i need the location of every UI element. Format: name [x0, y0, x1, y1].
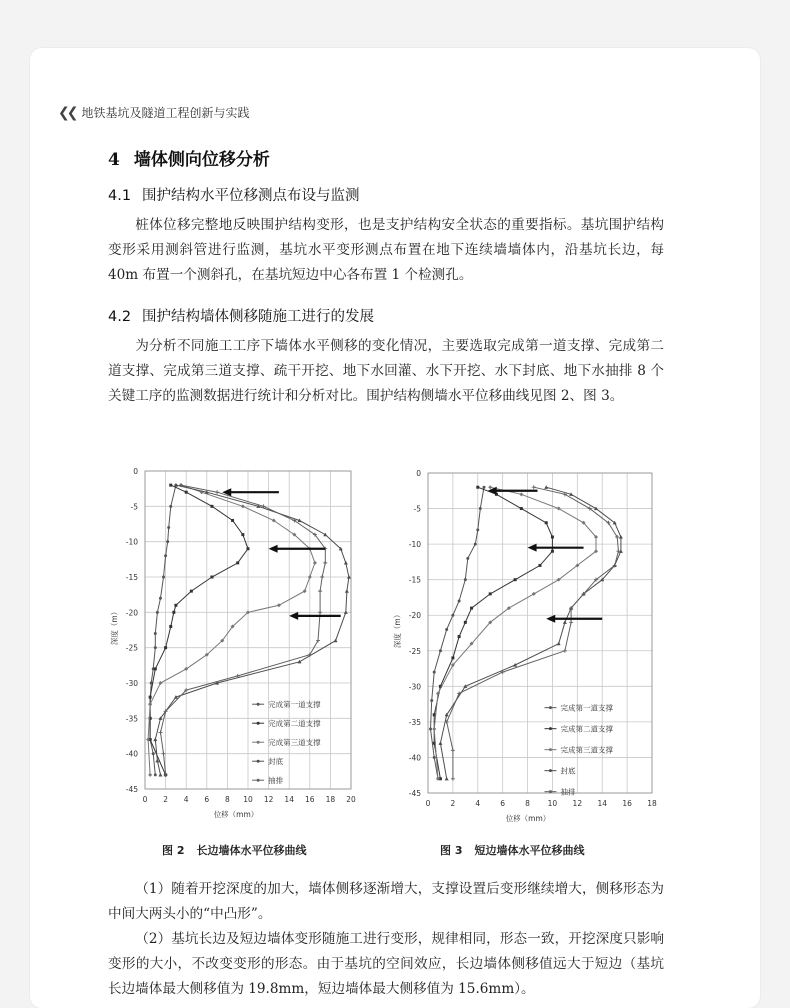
x-tick-label: 16 [305, 795, 315, 804]
x-tick-label: 12 [572, 799, 583, 808]
data-point [466, 557, 469, 560]
data-point [476, 486, 479, 489]
x-tick-label: 4 [475, 799, 481, 808]
subsection-title: 围护结构水平位移测点布设与监测 [142, 188, 360, 204]
y-tick-label: 0 [416, 469, 421, 478]
series-5 [445, 485, 621, 781]
legend-marker [257, 760, 260, 763]
data-point [164, 554, 167, 557]
y-tick-label: -5 [413, 504, 421, 514]
y-tick-label: -15 [408, 575, 421, 585]
data-point [479, 507, 482, 510]
data-point [215, 490, 219, 494]
y-tick-label: -15 [125, 573, 138, 582]
data-point [169, 625, 172, 628]
data-point [158, 681, 162, 685]
double-chevron-left-icon: ❮❮ [58, 104, 76, 121]
legend-marker [257, 741, 260, 744]
x-tick-label: 10 [243, 795, 253, 804]
data-point [439, 649, 442, 652]
y-tick-label: -45 [125, 785, 138, 794]
section-heading [108, 145, 270, 170]
figure-2-caption [162, 842, 306, 858]
data-point [164, 646, 167, 649]
data-point [489, 592, 492, 595]
data-point [539, 564, 542, 567]
data-point [148, 773, 152, 777]
data-point [231, 519, 234, 522]
series-line [440, 487, 621, 779]
data-point [247, 547, 250, 550]
data-point [532, 592, 536, 596]
figure-3-caption [440, 842, 584, 858]
data-point [154, 773, 157, 776]
legend-label: 封底 [268, 757, 284, 767]
series-line [434, 487, 552, 779]
running-head-title: 地铁基坑及隧道工程创新与实践 [81, 106, 250, 120]
series-line [161, 485, 326, 775]
data-point [149, 696, 152, 699]
x-tick-label: 2 [163, 795, 168, 804]
data-point [323, 533, 327, 537]
data-point [520, 507, 523, 510]
legend-label: 完成第三道支撑 [268, 738, 321, 748]
running-head [58, 104, 249, 121]
data-point [210, 505, 213, 508]
arrow-head [269, 545, 278, 553]
data-point [158, 730, 162, 734]
data-point [185, 491, 188, 494]
data-point [162, 752, 166, 756]
data-point [619, 535, 623, 539]
data-point [154, 667, 157, 670]
data-point [451, 614, 454, 617]
data-point [429, 728, 432, 731]
x-tick-label: 0 [142, 795, 148, 804]
legend-marker [549, 748, 552, 751]
series-5 [158, 483, 327, 777]
data-point [430, 699, 433, 702]
data-point [445, 628, 448, 631]
x-axis-label: 位移（mm） [213, 810, 259, 819]
data-point [153, 738, 157, 742]
data-point [313, 561, 317, 565]
series-line [148, 485, 315, 775]
data-point [190, 590, 193, 593]
x-tick-label: 14 [597, 799, 607, 808]
x-tick-label: 8 [225, 795, 230, 804]
chart-short-side [385, 460, 665, 830]
data-point [433, 671, 436, 674]
legend-marker [257, 722, 260, 725]
legend-marker [549, 706, 552, 709]
figure-caption-text: 长边墙体水平位移曲线 [196, 844, 307, 857]
figure-number: 图 2 [162, 844, 185, 857]
legend-label: 完成第三道支撑 [560, 745, 613, 755]
data-point [457, 691, 461, 695]
data-point [488, 485, 492, 489]
series-2 [433, 486, 554, 781]
data-point [545, 521, 548, 524]
data-point [451, 656, 454, 659]
x-tick-label: 16 [622, 799, 632, 808]
x-tick-label: 14 [284, 795, 294, 804]
arrow-head [546, 615, 555, 623]
data-point [464, 621, 467, 624]
data-point [433, 756, 436, 759]
data-point [166, 540, 169, 543]
data-point [303, 589, 307, 593]
plot-frame [428, 473, 652, 793]
x-tick-label: 8 [525, 799, 530, 808]
data-point [551, 536, 554, 539]
data-point [320, 575, 324, 579]
data-point [344, 561, 348, 565]
figure-number: 图 3 [440, 844, 463, 857]
arrow-head [528, 544, 537, 552]
series-line [434, 487, 596, 779]
subsection-heading-4-2 [108, 305, 374, 326]
data-point [277, 603, 281, 607]
legend-label: 完成第二道支撑 [560, 724, 613, 734]
y-tick-label: -20 [125, 608, 138, 618]
series-line [447, 487, 619, 779]
y-tick-label: -10 [125, 537, 138, 547]
y-tick-label: -45 [408, 789, 421, 798]
y-tick-label: -35 [408, 717, 421, 727]
legend-marker [257, 779, 260, 782]
figure-2 [102, 460, 362, 830]
data-point [323, 561, 327, 565]
subsection-heading-4-1 [108, 184, 360, 205]
data-point [241, 504, 245, 508]
data-point [154, 646, 157, 649]
data-point [210, 576, 213, 579]
data-point [451, 777, 455, 781]
legend-label: 完成第一道支撑 [268, 700, 321, 710]
y-tick-label: 0 [133, 467, 138, 476]
y-tick-label: -25 [125, 643, 138, 653]
y-tick-label: -30 [408, 682, 421, 692]
x-tick-label: 12 [263, 795, 274, 804]
series-4 [153, 483, 351, 776]
x-tick-label: 18 [647, 799, 657, 808]
arrow-head [289, 612, 298, 620]
y-tick-label: -20 [408, 611, 421, 621]
legend-marker [257, 703, 260, 706]
series-4 [438, 485, 622, 780]
data-point [532, 485, 536, 489]
x-tick-label: 20 [346, 795, 356, 804]
series-1 [429, 486, 486, 781]
data-point [308, 575, 312, 579]
x-tick-label: 10 [547, 799, 558, 808]
data-point [169, 484, 172, 487]
data-point [458, 600, 461, 603]
legend-label: 抽排 [268, 776, 284, 786]
section-number: 4 [108, 150, 120, 170]
legend-marker [549, 727, 552, 730]
data-point [174, 604, 177, 607]
data-point [464, 578, 467, 581]
data-point [544, 485, 548, 489]
series-line [150, 485, 176, 775]
data-point [241, 533, 244, 536]
data-point [470, 607, 473, 610]
subsection-number: 4.2 [108, 309, 132, 325]
x-tick-label: 6 [500, 799, 506, 808]
data-point [438, 741, 442, 745]
legend-label: 封底 [560, 766, 576, 776]
data-point [563, 649, 567, 653]
chart-long-side [102, 460, 362, 830]
data-point [476, 528, 479, 531]
data-point [154, 632, 157, 635]
data-point [514, 578, 517, 581]
data-point [483, 486, 486, 489]
y-tick-label: -40 [408, 753, 421, 763]
data-point [156, 611, 159, 614]
data-point [451, 748, 455, 752]
data-point [152, 752, 155, 755]
x-axis-label: 位移（mm） [505, 814, 551, 823]
section-title: 墙体侧向位移分析 [133, 150, 270, 170]
legend-marker [549, 769, 552, 772]
series-2 [149, 484, 250, 777]
data-point [169, 505, 172, 508]
series-line [155, 485, 349, 775]
x-tick-label: 2 [450, 799, 456, 808]
data-point [162, 576, 165, 579]
series-1 [149, 484, 178, 777]
series-3 [432, 485, 598, 781]
series-line [150, 485, 248, 775]
data-point [557, 507, 561, 511]
data-point [432, 727, 436, 731]
y-tick-label: -30 [125, 679, 138, 688]
x-tick-label: 18 [325, 795, 336, 804]
data-point [474, 543, 477, 546]
data-point [445, 777, 449, 781]
x-tick-label: 0 [425, 799, 431, 808]
data-point [557, 642, 561, 646]
conclusion-1: （1）随着开挖深度的加大，墙体侧移逐渐增大，支撑设置后变形继续增大，侧移形态为中间大两头小的“中凸形”。 [108, 881, 664, 922]
x-tick-label: 4 [183, 795, 189, 804]
y-axis-label: 深度（m） [393, 610, 402, 649]
legend-label: 完成第一道支撑 [560, 703, 613, 713]
series-3 [146, 483, 317, 777]
paragraph-4-1: 桩体位移完整地反映围护结构变形，也是支护结构安全状态的重要指标。基坑围护结构变形采用测斜管进行监测，基坑水平变形测点布置在地下连续墙墙体内，沿基坑长边，每 40m 布置一个测斜孔，在基坑短边中心各布置 1 个检测孔。 [108, 217, 664, 283]
data-point [167, 526, 170, 529]
data-point [172, 611, 175, 614]
data-point [236, 561, 239, 564]
figure-caption-text: 短边墙体水平位移曲线 [474, 844, 585, 857]
legend-label: 完成第二道支撑 [268, 719, 321, 729]
y-axis-label: 深度（m） [110, 607, 119, 646]
series-line [431, 487, 485, 779]
data-point [318, 610, 322, 614]
data-point [551, 550, 554, 553]
figure-3 [385, 460, 665, 830]
data-point [519, 492, 523, 496]
data-point [159, 597, 162, 600]
y-tick-label: -5 [130, 502, 138, 512]
paragraph-4-2: 为分析不同施工工序下墙体水平侧移的变化情况，主要选取完成第一道支撑、完成第二道支撑、完成第三道支撑、疏干开挖、地下水回灌、水下开挖、水下封底、地下水抽排 8 个关键工序的监测数据进行统计和分析对比。围护结构侧墙水平位移曲线见图 2、图 3。 [108, 338, 664, 404]
y-tick-label: -25 [408, 646, 421, 656]
data-point [298, 660, 302, 664]
data-point [563, 620, 567, 624]
data-point [158, 773, 162, 777]
y-tick-label: -10 [408, 540, 421, 550]
legend-marker [549, 790, 552, 793]
y-tick-label: -35 [125, 714, 138, 724]
data-point [569, 620, 573, 624]
subsection-title: 围护结构墙体侧移随施工进行的发展 [142, 309, 374, 325]
data-point [334, 639, 338, 643]
legend-label: 抽排 [560, 787, 576, 797]
data-point [318, 589, 322, 593]
conclusion-2: （2）基坑长边及短边墙体变形随施工进行变形，规律相同，形态一致，开挖深度只影响变形的大小，不改变变形的形态。由于基坑的空间效应，长边墙体侧移值远大于短边（基坑长边墙体最大侧移值为 19.8mm，短边墙体最大侧移值为 15.6mm）。 [108, 931, 664, 997]
data-point [458, 635, 461, 638]
data-point [148, 702, 152, 706]
y-tick-label: -40 [125, 749, 138, 759]
data-point [345, 589, 349, 593]
x-tick-label: 6 [204, 795, 210, 804]
subsection-number: 4.1 [108, 188, 132, 204]
